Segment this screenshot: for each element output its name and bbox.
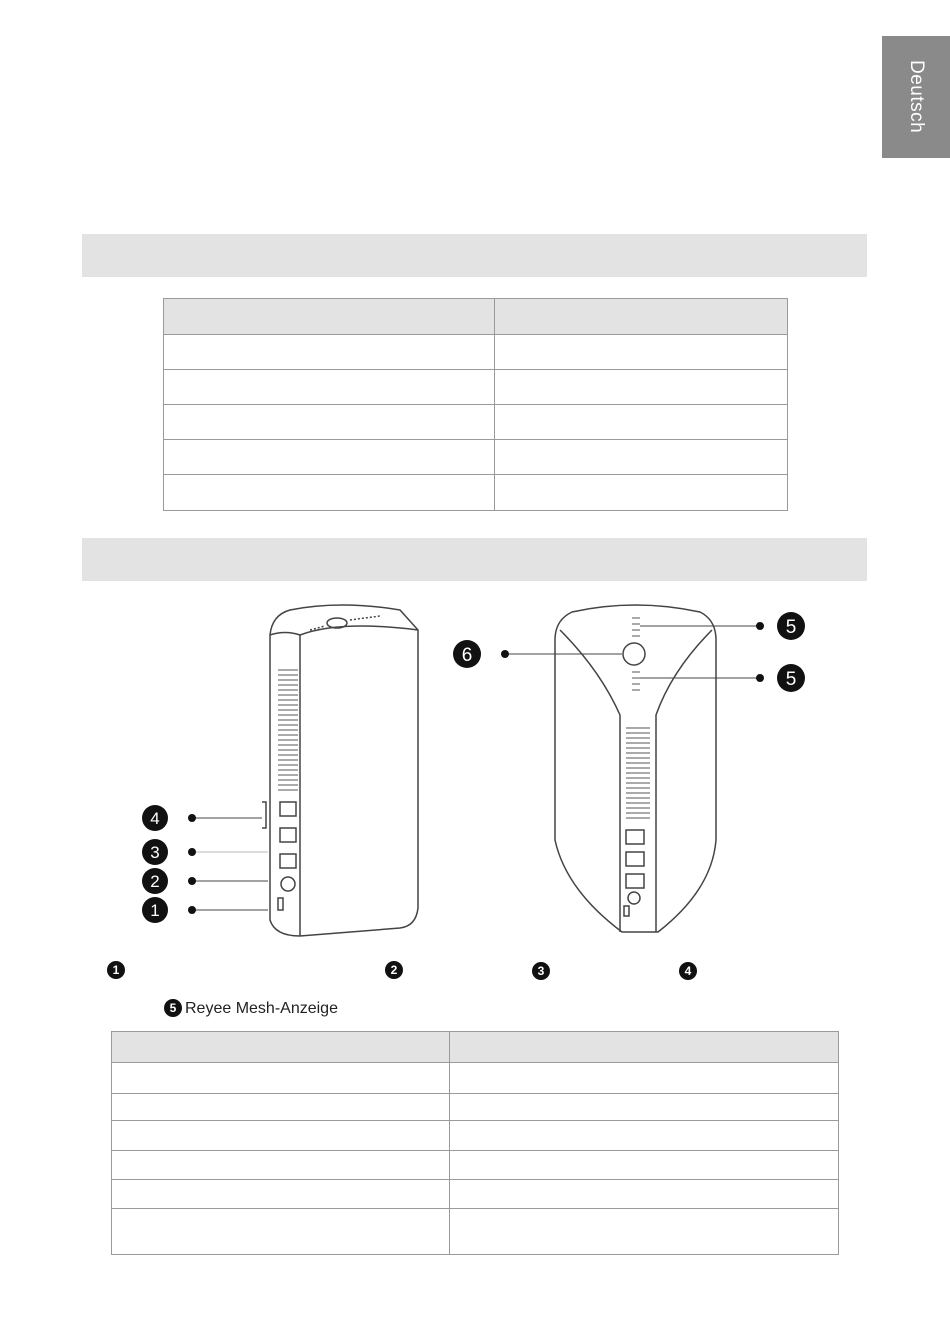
table-cell xyxy=(164,475,495,511)
table-header-cell xyxy=(495,299,788,335)
left-callouts xyxy=(142,805,268,923)
callout-5-bottom: 5 xyxy=(785,669,797,690)
table-cell xyxy=(112,1121,450,1151)
callout-5-top: 5 xyxy=(785,617,797,638)
table-header-cell xyxy=(112,1032,450,1063)
table-header-row xyxy=(164,299,788,335)
table-cell xyxy=(450,1151,839,1180)
table-row xyxy=(164,440,788,475)
callout-1: 1 xyxy=(150,901,160,920)
table-cell xyxy=(112,1151,450,1180)
callout-6: 6 xyxy=(461,645,473,666)
table-header-row xyxy=(112,1032,839,1063)
table-cell xyxy=(112,1209,450,1255)
table-row xyxy=(164,475,788,511)
table-row xyxy=(164,335,788,370)
table-row xyxy=(112,1121,839,1151)
section-band-overview xyxy=(82,538,867,581)
language-tab[interactable] xyxy=(882,36,950,158)
language-tab-label: Deutsch xyxy=(906,60,927,134)
table-cell xyxy=(112,1063,450,1094)
section-band-specs xyxy=(82,234,867,277)
table-cell xyxy=(164,335,495,370)
table-cell xyxy=(450,1063,839,1094)
callout-3: 3 xyxy=(150,843,160,862)
router-side-view xyxy=(262,605,418,936)
table-cell xyxy=(450,1209,839,1255)
router-diagram xyxy=(0,590,950,950)
table-cell xyxy=(112,1180,450,1209)
table-cell xyxy=(112,1094,450,1121)
table-cell xyxy=(495,475,788,511)
table-header-cell xyxy=(450,1032,839,1063)
table-row xyxy=(112,1063,839,1094)
table-cell xyxy=(450,1094,839,1121)
legend-num-5: 5 xyxy=(164,999,182,1017)
table-cell xyxy=(495,405,788,440)
legend-num-3: 3 xyxy=(532,962,550,980)
table-cell xyxy=(164,440,495,475)
table-row xyxy=(112,1094,839,1121)
legend-text-5: Reyee Mesh-Anzeige xyxy=(185,1000,338,1017)
legend-num-1: 1 xyxy=(107,961,125,979)
callout-4: 4 xyxy=(150,809,160,828)
table-row xyxy=(112,1180,839,1209)
table-cell xyxy=(495,335,788,370)
callout-2: 2 xyxy=(150,872,160,891)
table-cell xyxy=(495,440,788,475)
table-cell xyxy=(164,405,495,440)
table-row xyxy=(112,1151,839,1180)
indicator-table xyxy=(111,1031,839,1255)
table-row xyxy=(112,1209,839,1255)
table-cell xyxy=(495,370,788,405)
table-cell xyxy=(164,370,495,405)
table-cell xyxy=(450,1121,839,1151)
legend-num-2: 2 xyxy=(385,961,403,979)
table-cell xyxy=(450,1180,839,1209)
table-row xyxy=(164,370,788,405)
legend-num-4: 4 xyxy=(679,962,697,980)
spec-table xyxy=(163,298,788,511)
table-header-cell xyxy=(164,299,495,335)
table-row xyxy=(164,405,788,440)
